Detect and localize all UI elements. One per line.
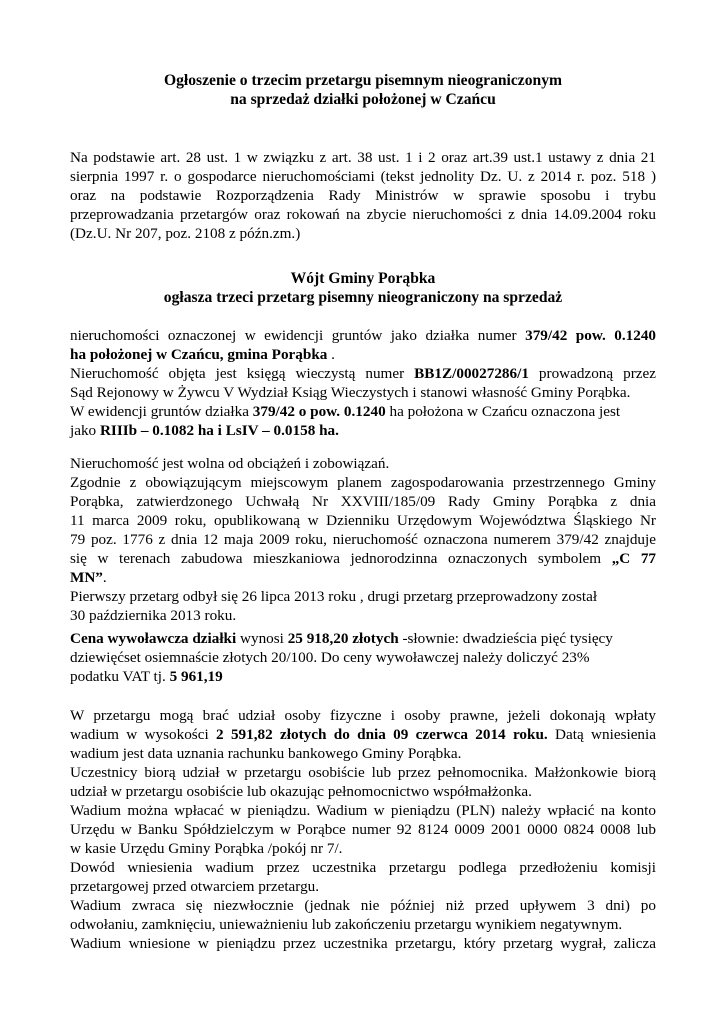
property-paragraph [70,326,656,440]
status-line-7: MN”. [70,569,107,586]
status-line-9: 30 października 2013 roku. [70,607,237,624]
deposit-line-9: Dowód wniesienia wadium przez uczestnika przetargu podlega przedłożeniu komisji [70,859,656,876]
document-title [70,71,656,109]
deposit-line-1: W przetargu mogą brać udział osoby fizyczne i osoby prawne, jeżeli dokonają wpłaty [70,707,656,724]
deposit-line-11: Wadium zwraca się niezwłocznie (jednak nie później niż przed upływem 3 dni) po [70,897,656,914]
status-line-3: Porąbka, zatwierdzonego Uchwałą Nr XXVIII/185/09 Rady Gminy Porąbka z dnia [70,493,656,510]
deposit-line-8: w kasie Urzędu Gminy Porąbka /pokój nr 7/. [70,840,343,857]
title-line-2: na sprzedaż działki położonej w Czańcu [230,91,496,108]
deposit-line-7: Urzędu w Banku Spółdzielczym w Porąbce numer 92 8124 0009 2001 0000 0824 0008 lub [70,821,656,838]
legal-basis-line-1: Na podstawie art. 28 ust. 1 w związku z art. 38 ust. 1 i 2 oraz art.39 ust.1 ustawy z dnia 21 [70,149,656,166]
legal-basis-line-4: przeprowadzania przetargów oraz rokowań na zbycie nieruchomości z dnia 14.09.2004 roku [70,206,656,223]
legal-basis-line-2: sierpnia 1997 r. o gospodarce nieruchomościami (tekst jednolity Dz. U. z 2014 r. poz. 518 ) [70,168,656,185]
legal-basis-line-5: (Dz.U. Nr 207, poz. 2108 z późn.zm.) [70,225,301,242]
legal-basis-line-3: oraz na podstawie Rozporządzenia Rady Ministrów w sprawie sposobu i trybu [70,187,656,204]
announcer-line-2: ogłasza trzeci przetarg pisemny nieograniczony na sprzedaż [163,289,563,306]
deposit-paragraph [70,706,656,953]
deposit-line-13: Wadium wniesione w pieniądzu przez uczestnika przetargu, który przetarg wygrał, zalicza [70,935,656,952]
property-line-5: W ewidencji gruntów działka 379/42 o pow. 0.1240 ha położona w Czańcu oznaczona jest [70,403,621,420]
status-paragraph [70,454,656,625]
price-line-1: Cena wywoławcza działki wynosi 25 918,20 złotych -słownie: dwadzieścia pięć tysięcy [70,630,613,647]
status-line-8: Pierwszy przetarg odbył się 26 lipca 2013 roku , drugi przetarg przeprowadzony został [70,588,598,605]
deposit-line-2: wadium w wysokości 2 591,82 złotych do dnia 09 czerwca 2014 roku. Datą wniesienia [70,726,656,743]
deposit-line-5: udział w przetargu osobiście lub okazując pełnomocnictwo współmałżonka. [70,783,532,800]
property-line-3: Nieruchomość objęta jest księgą wieczystą numer BB1Z/00027286/1 prowadzoną przez [70,365,656,382]
announcer-line-1: Wójt Gminy Porąbka [290,270,436,287]
title-line-1: Ogłoszenie o trzecim przetargu pisemnym nieograniczonym [164,72,562,89]
status-line-4: 11 marca 2009 roku, opublikowaną w Dzienniku Urzędowym Województwa Śląskiego Nr [70,512,656,529]
deposit-line-4: Uczestnicy biorą udział w przetargu osobiście lub przez pełnomocnika. Małżonkowie biorą [70,764,656,781]
deposit-line-6: Wadium można wpłacać w pieniądzu. Wadium w pieniądzu (PLN) należy wpłacić na konto [70,802,656,819]
legal-basis-paragraph [70,148,656,243]
property-line-6: jako RIIIb – 0.1082 ha i LsIV – 0.0158 ha. [70,422,339,439]
status-line-1: Nieruchomość jest wolna od obciążeń i zobowiązań. [70,455,390,472]
deposit-line-3: wadium jest data uznania rachunku bankowego Gminy Porąbka. [70,745,462,762]
price-line-2: dziewięćset osiemnaście złotych 20/100. Do ceny wywoławczej należy doliczyć 23% [70,649,590,666]
property-line-1: nieruchomości oznaczonej w ewidencji gruntów jako działka numer 379/42 pow. 0.1240 [70,327,657,344]
price-line-3: podatku VAT tj. 5 961,19 [70,668,223,685]
status-line-2: Zgodnie z obowiązującym miejscowym planem zagospodarowania przestrzennego Gminy [70,474,656,491]
announcer-heading [70,269,656,307]
status-line-6: się w terenach zabudowa mieszkaniowa jednorodzinna oznaczonych symbolem „C 77 [70,550,657,567]
status-line-5: 79 poz. 1776 z dnia 12 maja 2009 roku, nieruchomość oznaczona numerem 379/42 znajduje [70,531,656,548]
deposit-line-10: przetargowej przed otwarciem przetargu. [70,878,320,895]
property-line-2: ha położonej w Czańcu, gmina Porąbka . [70,346,335,363]
property-line-4: Sąd Rejonowy w Żywcu V Wydział Ksiąg Wieczystych i stanowi własność Gminy Porąbka. [70,384,631,401]
price-paragraph [70,629,656,686]
deposit-line-12: odwołaniu, zamknięciu, unieważnieniu lub zakończeniu przetargu wynikiem negatywnym. [70,916,623,933]
